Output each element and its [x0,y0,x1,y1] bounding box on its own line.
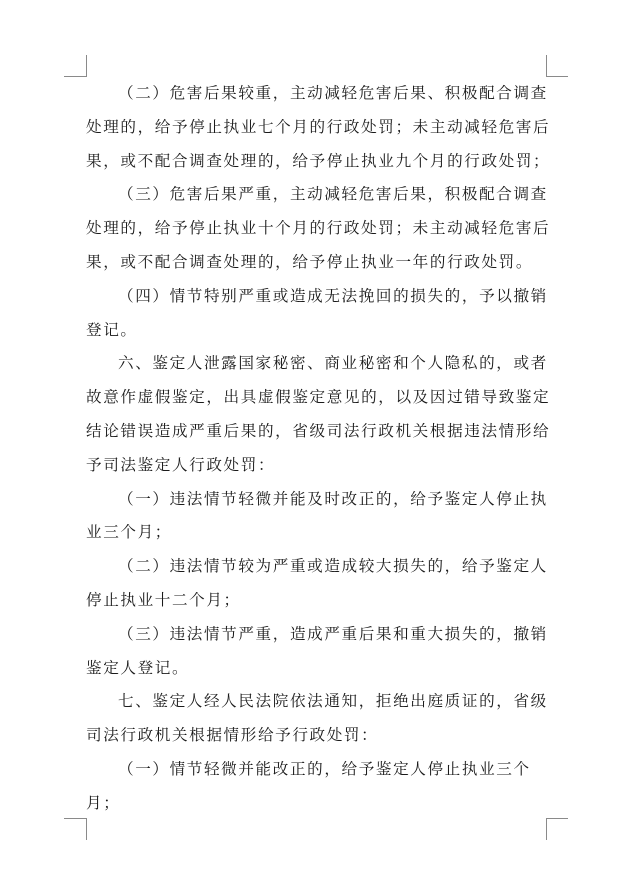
crop-mark-top-left-h [64,76,86,77]
crop-mark-bottom-right-v [546,818,547,840]
text-line: 予司法鉴定人行政处罚： [86,455,276,474]
paragraph-item-2-consequence-heavy [86,77,551,178]
text-line: 果，或不配合调查处理的，给予停止执业九个月的行政处罚； [86,151,551,170]
text-line: （一）情节轻微并能改正的，给予鉴定人停止执业三个 [118,759,531,778]
crop-mark-top-right-v [546,55,547,77]
crop-mark-top-right-h [546,76,568,77]
text-line: 司法行政机关根据情形给予行政处罚： [86,726,379,745]
text-line: 登记。 [86,320,138,339]
text-line: 处理的，给予停止执业七个月的行政处罚；未主动减轻危害后 [86,117,551,136]
text-line: 结论错误造成严重后果的，省级司法行政机关根据违法情形给 [86,421,551,440]
text-line: 六、鉴定人泄露国家秘密、商业秘密和个人隐私的，或者 [118,354,548,373]
paragraph-section-6-item-3 [86,618,548,686]
text-line: 停止执业十二个月； [86,590,241,609]
paragraph-section-6 [86,347,551,482]
crop-mark-bottom-left-h [64,818,86,819]
text-line: （二）违法情节较为严重或造成较大损失的，给予鉴定人 [118,557,548,576]
crop-mark-bottom-right-h [546,818,568,819]
text-line: （二）危害后果较重，主动减轻危害后果、积极配合调查 [118,84,548,102]
paragraph-section-6-item-1 [86,483,548,551]
paragraph-section-6-item-2 [86,550,548,618]
paragraph-section-7 [86,685,548,753]
text-line: （一）违法情节轻微并能及时改正的，给予鉴定人停止执 [118,489,548,508]
paragraph-item-3-consequence-severe [86,178,551,279]
text-line: 七、鉴定人经人民法院依法通知，拒绝出庭质证的，省级 [118,692,548,711]
paragraph-item-4-revoke [86,280,548,348]
text-line: 鉴定人登记。 [86,658,190,677]
text-line: （四）情节特别严重或造成无法挽回的损失的，予以撤销 [118,286,548,305]
text-line: 业三个月； [86,523,172,542]
text-line: （三）违法情节严重，造成严重后果和重大损失的，撤销 [118,624,548,643]
text-line: 月； [86,793,121,812]
crop-mark-top-left-v [86,55,87,77]
crop-mark-bottom-left-v [86,818,87,840]
text-line: 果，或不配合调查处理的，给予停止执业一年的行政处罚。 [86,252,534,271]
text-line: （三）危害后果严重，主动减轻危害后果，积极配合调查 [118,185,548,204]
paragraph-section-7-item-1 [86,753,548,821]
text-line: 故意作虚假鉴定，出具虚假鉴定意见的，以及因过错导致鉴定 [86,388,551,407]
text-line: 处理的，给予停止执业十个月的行政处罚；未主动减轻危害后 [86,219,551,238]
document-body [86,77,551,821]
